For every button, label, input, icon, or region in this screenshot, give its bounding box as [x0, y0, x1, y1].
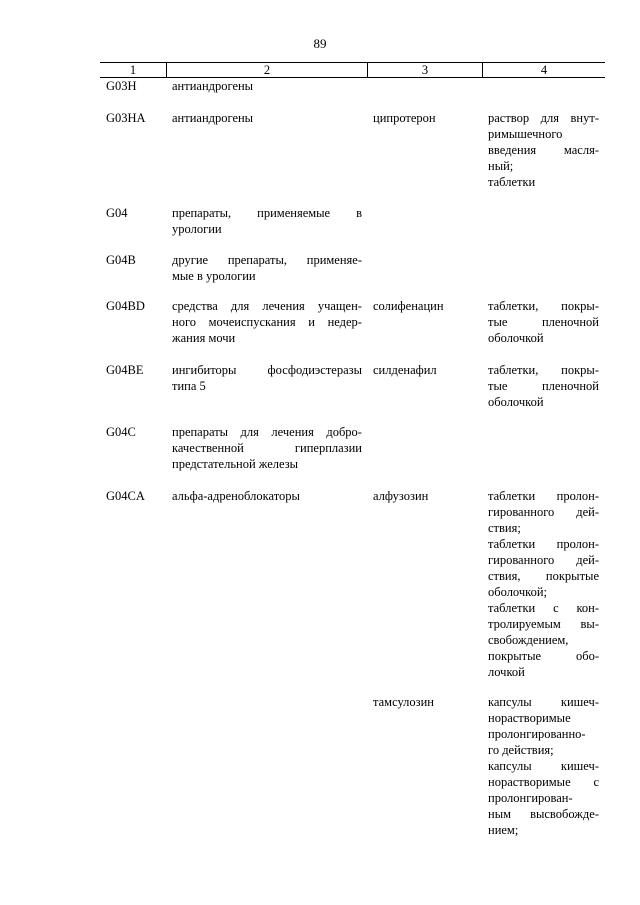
dosage-form: [488, 694, 599, 838]
word: таблетки: [488, 537, 536, 551]
word: внут-: [570, 111, 599, 125]
word: применяемые: [257, 206, 331, 220]
word: таблетки,: [488, 363, 539, 377]
atc-code: G04: [106, 206, 128, 220]
word: таблетки: [488, 601, 536, 615]
word: препараты: [172, 425, 229, 439]
form-line: лочкой: [488, 665, 525, 679]
group-description: [172, 298, 362, 346]
description-line: [172, 440, 362, 456]
word: капсулы: [488, 695, 532, 709]
atc-code: G04BE: [106, 363, 144, 377]
description-line: [172, 314, 362, 330]
form-line: [488, 536, 599, 552]
description-line: [172, 362, 362, 378]
word: ным: [488, 807, 511, 821]
word: гированного: [488, 505, 555, 519]
atc-code: G04CA: [106, 489, 145, 503]
description-line: предстательной железы: [172, 457, 299, 471]
dosage-form: [488, 298, 599, 346]
form-line: ный;: [488, 159, 514, 173]
form-line: [488, 488, 599, 504]
word: таблетки: [488, 489, 536, 503]
form-line: [488, 504, 599, 520]
word: вы-: [580, 617, 599, 631]
word: ного: [172, 315, 197, 329]
word: лечения: [262, 299, 305, 313]
form-line: [488, 648, 599, 664]
header-col-3: 3: [421, 63, 429, 77]
form-line: [488, 110, 599, 126]
word: препараты,: [172, 206, 232, 220]
group-description: [172, 78, 362, 94]
description-line: [172, 424, 362, 440]
description-line: [172, 252, 362, 268]
form-line: римышечного: [488, 127, 563, 141]
atc-code: G03H: [106, 79, 137, 93]
word: и: [308, 315, 315, 329]
form-line: оболочкой: [488, 395, 544, 409]
dosage-form: [488, 488, 599, 680]
form-line: [488, 552, 599, 568]
word: капсулы: [488, 759, 532, 773]
word: тые: [488, 315, 508, 329]
word: введения: [488, 143, 537, 157]
form-line: ствия;: [488, 521, 521, 535]
word: покры-: [561, 363, 599, 377]
word: в: [356, 206, 362, 220]
header-col-4: 4: [540, 63, 548, 77]
word: дей-: [576, 553, 599, 567]
word: гиперплазии: [294, 441, 362, 455]
word: другие: [172, 253, 209, 267]
form-line: [488, 616, 599, 632]
word: кишеч-: [560, 759, 599, 773]
word: учащен-: [317, 299, 362, 313]
word: ингибиторы: [172, 363, 237, 377]
word: пленочной: [541, 315, 599, 329]
form-line: пролонгирован-: [488, 791, 573, 805]
header-col-1: 1: [129, 63, 137, 77]
header-col-2: 2: [263, 63, 271, 77]
form-line: таблетки: [488, 175, 536, 189]
atc-code: G04BD: [106, 299, 145, 313]
word: кишеч-: [560, 695, 599, 709]
table-header: [100, 62, 605, 78]
word: покрытые: [545, 569, 599, 583]
word: для: [540, 111, 560, 125]
page-number: 89: [313, 36, 327, 51]
description-line: урологии: [172, 222, 222, 236]
form-line: [488, 314, 599, 330]
drug-name: ципротерон: [373, 111, 436, 125]
word: с: [553, 601, 559, 615]
description-line: мые в урологии: [172, 269, 256, 283]
word: с: [593, 775, 599, 789]
word: обо-: [575, 649, 599, 663]
form-line: [488, 298, 599, 314]
word: ствия,: [488, 569, 521, 583]
description-line: [172, 205, 362, 221]
description-line: антиандрогены: [172, 111, 254, 125]
atc-code: G04C: [106, 425, 136, 439]
word: применяе-: [306, 253, 362, 267]
form-line: [488, 694, 599, 710]
word: фосфодиэстеразы: [267, 363, 362, 377]
form-line: [488, 142, 599, 158]
word: раствор: [488, 111, 530, 125]
word: для: [240, 425, 259, 439]
drug-name: солифенацин: [373, 299, 444, 313]
description-line: типа 5: [172, 379, 206, 393]
form-line: го действия;: [488, 743, 554, 757]
word: покрытые: [488, 649, 542, 663]
form-line: [488, 806, 599, 822]
atc-code: G04B: [106, 253, 136, 267]
form-line: [488, 600, 599, 616]
group-description: [172, 110, 362, 126]
description-line: антиандрогены: [172, 79, 254, 93]
word: препараты,: [227, 253, 287, 267]
word: лечения: [271, 425, 314, 439]
word: пролон-: [556, 537, 599, 551]
word: дей-: [576, 505, 599, 519]
group-description: [172, 362, 362, 394]
form-line: [488, 568, 599, 584]
description-line: жания мочи: [172, 331, 236, 345]
word: покры-: [561, 299, 599, 313]
description-line: альфа-адреноблокаторы: [172, 489, 300, 503]
form-line: норастворимые: [488, 711, 571, 725]
form-line: оболочкой;: [488, 585, 547, 599]
drug-name: алфузозин: [373, 489, 429, 503]
group-description: [172, 252, 362, 284]
form-line: нием;: [488, 823, 519, 837]
word: норастворимые: [488, 775, 571, 789]
form-line: [488, 362, 599, 378]
word: пролон-: [556, 489, 599, 503]
word: таблетки,: [488, 299, 539, 313]
dosage-form: [488, 110, 599, 190]
word: средства: [172, 299, 218, 313]
word: качественной: [172, 441, 244, 455]
form-line: пролонгированно-: [488, 727, 586, 741]
drug-name: тамсулозин: [373, 695, 434, 709]
word: масля-: [563, 143, 599, 157]
form-line: [488, 774, 599, 790]
atc-code: G03HA: [106, 111, 146, 125]
word: недер-: [327, 315, 362, 329]
form-line: [488, 758, 599, 774]
word: для: [230, 299, 250, 313]
group-description: [172, 424, 362, 472]
form-line: свобождением,: [488, 633, 569, 647]
drug-name: силденафил: [373, 363, 437, 377]
dosage-form: [488, 362, 599, 410]
description-line: [172, 298, 362, 314]
word: гированного: [488, 553, 555, 567]
group-description: [172, 488, 362, 504]
form-line: [488, 378, 599, 394]
word: тые: [488, 379, 508, 393]
word: добро-: [326, 425, 362, 439]
word: высвобожде-: [530, 807, 599, 821]
word: тролируемым: [488, 617, 561, 631]
word: пленочной: [541, 379, 599, 393]
word: мочеиспускания: [208, 315, 296, 329]
word: кон-: [576, 601, 599, 615]
group-description: [172, 205, 362, 237]
form-line: оболочкой: [488, 331, 544, 345]
